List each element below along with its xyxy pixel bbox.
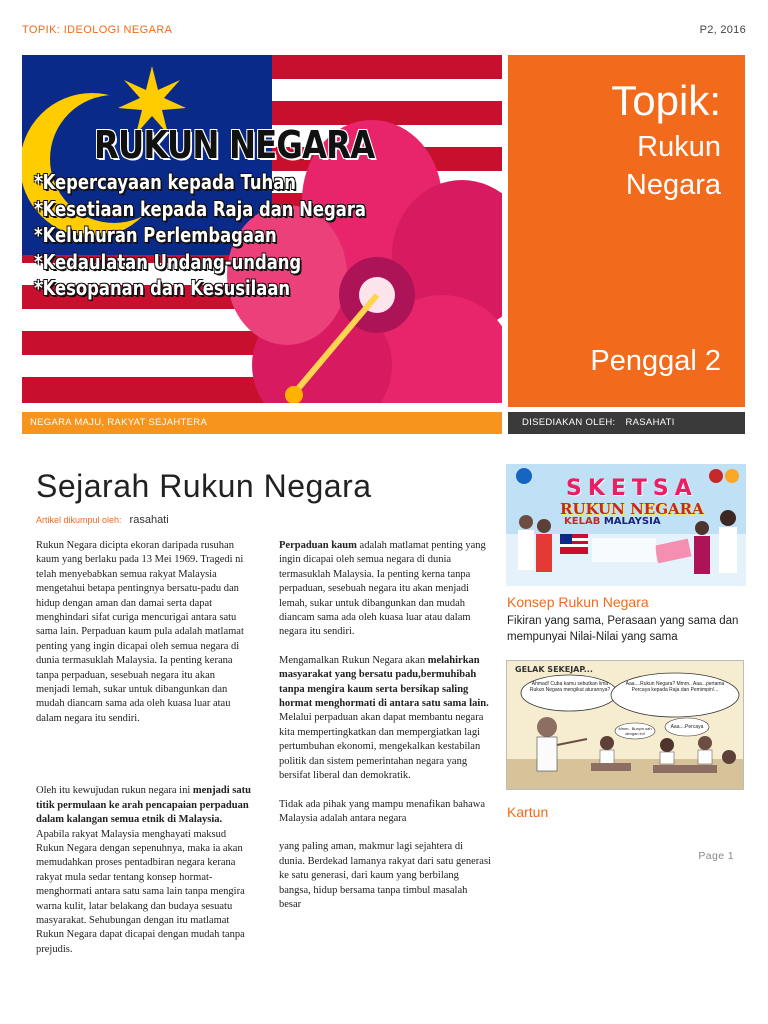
principle-4: *Kedaulatan Undang-undang <box>34 249 302 274</box>
page-number: Page 1 <box>698 850 734 862</box>
prepared-by-name: RASAHATI <box>625 417 675 428</box>
slogan-bar <box>22 412 502 434</box>
topic-box <box>508 55 745 407</box>
col2-paragraph-2 <box>279 654 491 784</box>
principle-5: *Kesopanan dan Kesusilaan <box>34 276 291 300</box>
col2-p2-bold: melahirkan masyarakat yang bersatu padu,bermuhibah tanpa mengira kaum serta bersikap saling hormat menghormati di antara satu sama lain. <box>279 654 489 710</box>
cartoon-image <box>506 660 744 790</box>
article-column-2 <box>279 539 491 912</box>
col2-p1-bold: Perpaduan kaum <box>279 540 357 551</box>
poster-line-2: RUKUN NEGARA <box>560 500 704 518</box>
poster-malaysia: MALAYSIA <box>603 516 661 527</box>
slogan-text: NEGARA MAJU, RAKYAT SEJAHTERA <box>30 417 208 428</box>
col2-paragraph-3: Tidak ada pihak yang mampu menafikan bahawa Malaysia adalah antara negara <box>279 798 486 824</box>
cartoon-bubble-4: Aaa....Percaya <box>670 724 704 730</box>
hero-title: RUKUN NEGARA <box>94 123 375 167</box>
hero-image <box>22 55 502 403</box>
col2-p2-text-b: Melalui perpaduan akan dapat membantu negara kita mempertingkatkan dan mempergiatkan lagi pertumbuhan ekonomi, mengekalkan kestabilan politik dan sistem pemerintahan negara yang bersifat liberal dan demokratik. <box>279 712 484 782</box>
term-label: Penggal 2 <box>590 345 721 377</box>
byline <box>36 514 169 526</box>
col2-p1-text: adalah matlamat penting yang ingin dicapai oleh semua negara di dunia termasuklah Malaysia. Ia penting kerna tanpa perpaduan, sesebuah negara itu akan menjadi lemah, sukar untuk dibangunkan dan mudah diancam sama ada oleh kuasa luar atau dalam negara itu sendiri. <box>279 540 486 638</box>
principles-list <box>34 169 366 302</box>
cartoon-title: GELAK SEKEJAP... <box>515 665 593 674</box>
col2-paragraph-1 <box>279 539 491 640</box>
col1-paragraph-1: Rukun Negara dicipta ekoran daripada rusuhan kaum yang berlaku pada 13 Mei 1969. Tragedi ni telah menyebabkan semua rakyat Malaysia mengetahui betapa pentingnya bersatu-padu dan hidup dengan aman dan damai serta dapat menghindari sifat curiga mencurigai antara satu sama lain. Perpaduan kaum pula adalah matlamat penting yang ingin dicapai oleh semua negara di dunia termasuklah Malaysia. Ia penting kerana tanpa perpaduan, sesebuah negara itu akan menjadi lemah, sukar untuk dibangunkan dan mudah diancam sama ada oleh kuasa luar atau dalam negara itu sendiri. <box>36 540 244 724</box>
principle-1: *Kepercayaan kepada Tuhan <box>34 170 296 194</box>
topic-box-subtitle-line2: Negara <box>625 169 721 201</box>
concept-caption: Konsep Rukun Negara <box>507 594 649 610</box>
sketsa-poster <box>506 464 746 586</box>
cartoon-bubble-3: Mmm.. Bunyin sah dengan ini! <box>618 726 652 736</box>
topic-box-subtitle-line1: Rukun <box>637 131 721 163</box>
cartoon-bubble-2: Aaa....Rukun Negara? Mmm.. Aaa...pertama Percaya kepada Raja dan Pemimpin!... <box>625 681 725 693</box>
cartoon-bubble-1: Ahmad! Cuba kamu sebutkan lima Rukun Negara mengikut aturannya? <box>529 681 611 693</box>
col1-p2-text-b: Apabila rakyat Malaysia menghayati maksud Rukun Negara dengan sepenuhnya, maka ia akan memudahkan proses pentadbiran negara kerana rakyat mula sedar tentang konsep hormat-menghormati antara satu sama lain tanpa mengira warna kulit, latar belakang dan budaya sesuatu masyarakat. Sehubungan dengan itu matlamat Rukun Negara dapat dicapai dengan mudah tanpa prejudis. <box>36 828 245 955</box>
principle-3: *Keluhuran Perlembagaan <box>34 223 277 247</box>
poster-title: SKETSA <box>566 476 698 501</box>
page-code: P2, 2016 <box>699 24 746 36</box>
col2-p2-text-a: Mengamalkan Rukun Negara akan <box>279 654 428 666</box>
byline-author: rasahati <box>129 514 169 526</box>
byline-label: Artikel dikumpul oleh: <box>36 515 122 525</box>
principle-2: *Kesetiaan kepada Raja dan Negara <box>34 196 366 221</box>
prepared-by-label: DISEDIAKAN OLEH: <box>522 417 616 428</box>
article-column-1 <box>36 539 251 957</box>
col1-p2-text-a: Oleh itu kewujudan rukun negara ini <box>36 785 193 797</box>
col1-p2-bold: menjadi satu titik permulaan ke arah pencapaian perpaduan dalam kalangan semua etnik di Malaysia. <box>36 785 251 826</box>
cartoon-caption: Kartun <box>507 804 549 820</box>
topic-box-title: Topik: <box>611 77 721 124</box>
article-headline: Sejarah Rukun Negara <box>36 468 372 504</box>
col1-paragraph-2 <box>36 784 251 957</box>
poster-kelab: KELAB <box>564 516 601 527</box>
concept-description: Fikiran yang sama, Perasaan yang sama dan mempunyai Nilai-Nilai yang sama <box>507 615 739 643</box>
col2-paragraph-4: yang paling aman, makmur lagi sejahtera di dunia. Berdekad lamanya rakyat dari satu generasi ke satu generasi, dari kaum yang berbilang bangsa, hidup bersama tanpa timbul masalah besar <box>279 841 491 910</box>
topic-label: TOPIK: IDEOLOGI NEGARA <box>22 24 173 36</box>
poster-line-3 <box>564 516 661 527</box>
prepared-by-bar <box>508 412 745 434</box>
